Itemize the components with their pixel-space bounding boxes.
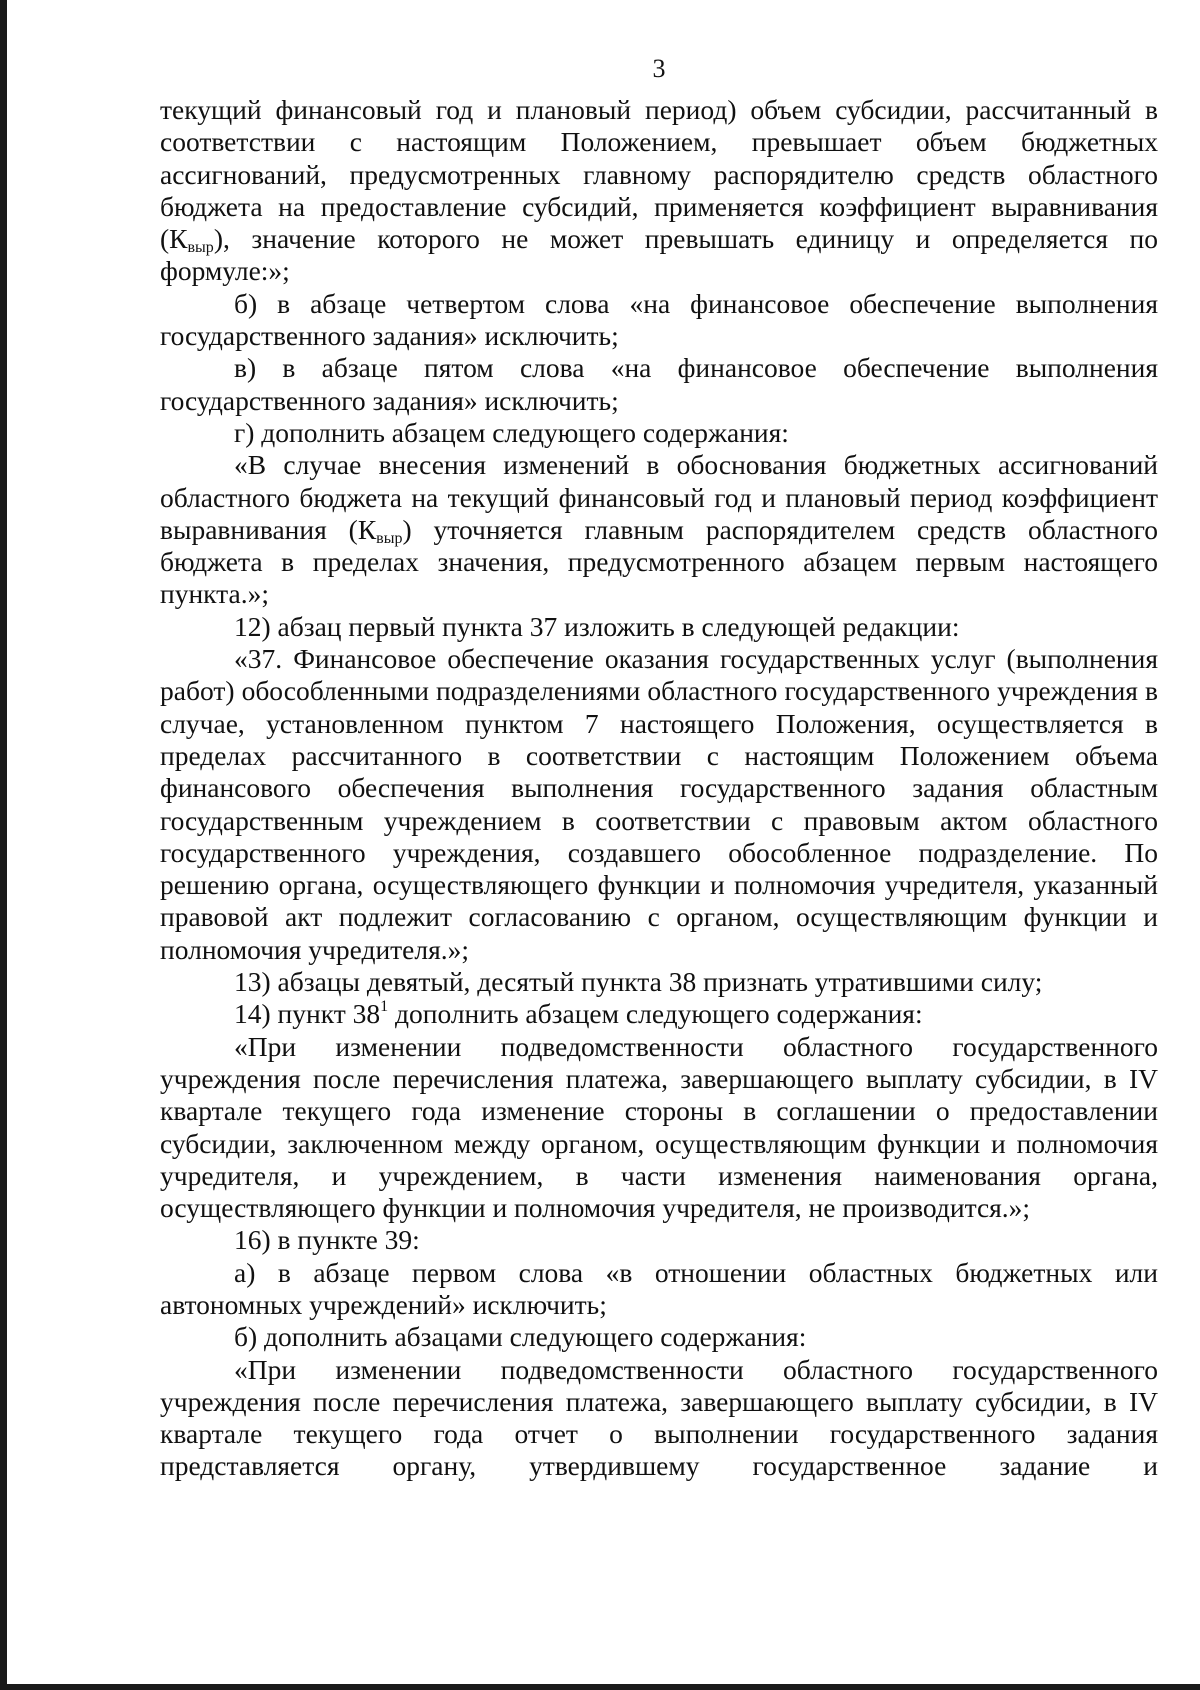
paragraph: «При изменении подведомственности областного государственного учреждения после перечисления платежа, завершающего выплату субсидии, в IV квартале текущего года изменение стороны в соглашении о предоставлении субсидии, заключенном между органом, осуществляющим функции и полномочия учредителя, и учреждением, в части изменения наименования органа, осуществляющего функции и полномочия учредителя, не производится.»; <box>160 1030 1158 1224</box>
paragraph: 16) в пункте 39: <box>234 1224 420 1256</box>
paragraph: «При изменении подведомственности областного государственного учреждения после перечисления платежа, завершающего выплату субсидии, в IV квартале текущего года отчет о выполнении государственного задания представляется органу, утвердившему государственное задание и <box>160 1353 1158 1482</box>
paragraph: б) в абзаце четвертом слова «на финансовое обеспечение выполнения государственного задания» исключить; <box>160 287 1158 352</box>
scan-edge-bottom <box>0 1684 1200 1690</box>
paragraph: «37. Финансовое обеспечение оказания государственных услуг (выполнения работ) обособленными подразделениями областного государственного учреждения в случае, установленном пунктом 7 настоящего Положения, осуществляется в пределах рассчитанного в соответствии с настоящим Положением объема финансового обеспечения выполнения государственного задания областным государственным учреждением в соответствии с правовым актом областного государственного учреждения, создавшего обособленное подразделение. По решению органа, осуществляющего функции и полномочия учредителя, указанный правовой акт подлежит согласованию с органом, осуществляющим функции и полномочия учредителя.»; <box>160 643 1158 965</box>
document-body <box>160 94 1158 1483</box>
paragraph: в) в абзаце пятом слова «на финансовое обеспечение выполнения государственного задания» исключить; <box>160 352 1158 416</box>
paragraph: «В случае внесения изменений в обоснования бюджетных ассигнований областного бюджета на текущий финансовый год и плановый период коэффициент выравнивания $(К_{выр})$ уточняется главным распорядителем средств областного бюджета в пределах значения, предусмотренного абзацем первым настоящего пункта.»; <box>160 449 1158 610</box>
paragraph: б) дополнить абзацами следующего содержания: <box>234 1321 807 1353</box>
subscript: выр <box>376 529 403 547</box>
paragraph: 14) пункт $38^1$ дополнить абзацем следующего содержания: <box>234 998 923 1030</box>
page-number: 3 <box>652 54 666 83</box>
subscript: выр <box>187 239 214 257</box>
paragraph: а) в абзаце первом слова «в отношении областных бюджетных или автономных учреждений» исключить; <box>160 1256 1158 1320</box>
paragraph: 13) абзацы девятый, десятый пункта 38 признать утратившими силу; <box>234 966 1043 998</box>
scan-edge-left <box>0 0 7 1690</box>
superscript: 1 <box>380 998 389 1016</box>
paragraph: текущий финансовый год и плановый период) объем субсидии, рассчитанный в соответствии с настоящим Положением, превышает объем бюджетных ассигнований, предусмотренных главному распорядителю средств областного бюджета на предоставление субсидий, применяется коэффициент выравнивания $(К_{выр})$, значение которого не может превышать единицу и определяется по формуле:»; <box>160 94 1158 287</box>
paragraph: 12) абзац первый пункта 37 изложить в следующей редакции: <box>234 610 960 642</box>
paragraph: г) дополнить абзацем следующего содержания: <box>234 416 789 448</box>
